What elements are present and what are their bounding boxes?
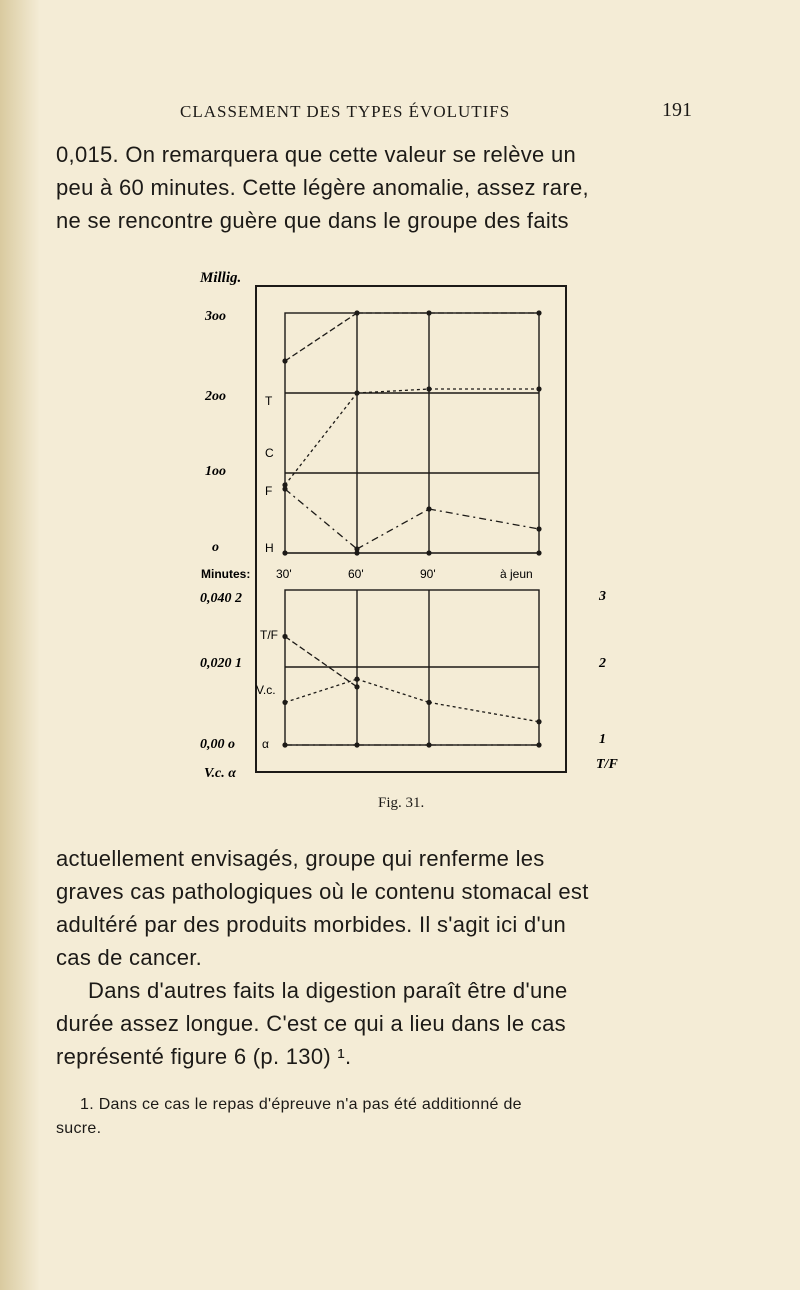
data-point xyxy=(426,506,431,511)
row-label-tf: T/F xyxy=(260,628,278,642)
series-segment-t xyxy=(285,313,357,361)
data-point xyxy=(426,386,431,391)
data-point xyxy=(282,700,287,705)
series-segment-vc xyxy=(429,702,539,721)
data-point xyxy=(536,386,541,391)
time-tick-ajeun: à jeun xyxy=(500,567,533,581)
data-point xyxy=(536,742,541,747)
text-line: 0,015. On remarquera que cette valeur se relève un xyxy=(56,142,577,167)
text-line: représenté figure 6 (p. 130) ¹. xyxy=(56,1044,352,1069)
series-segment-vc xyxy=(285,679,357,702)
row-label-h: H xyxy=(265,541,274,555)
data-point xyxy=(354,310,359,315)
data-point xyxy=(536,719,541,724)
page-number: 191 xyxy=(662,99,692,121)
data-point xyxy=(354,390,359,395)
data-point xyxy=(354,550,359,555)
right-scale-tf: T/F xyxy=(596,757,618,772)
data-point xyxy=(354,677,359,682)
running-head: CLASSEMENT DES TYPES ÉVOLUTIFS xyxy=(180,102,511,121)
row-label-c: C xyxy=(265,446,274,460)
data-point xyxy=(282,742,287,747)
time-tick-90: 90' xyxy=(420,567,436,581)
footnote xyxy=(56,1093,716,1141)
series-segment-tf xyxy=(285,637,357,687)
row-label-vc: V.c. xyxy=(256,683,276,697)
data-point xyxy=(282,634,287,639)
series-segment-f xyxy=(357,509,429,549)
scale-label-0: o xyxy=(212,540,219,555)
data-point xyxy=(426,310,431,315)
row-label-alpha: α xyxy=(262,737,269,751)
upper-series xyxy=(282,310,541,555)
row-label-f: F xyxy=(265,484,273,498)
data-point xyxy=(426,700,431,705)
scale-label-100: 1oo xyxy=(205,464,226,479)
time-tick-30: 30' xyxy=(276,567,292,581)
paragraph-bottom xyxy=(56,842,716,1073)
text-line: durée assez longue. C'est ce qui a lieu dans le cas xyxy=(56,1011,566,1036)
data-point xyxy=(426,742,431,747)
figure-caption: Fig. 31. xyxy=(378,795,425,811)
footnote-line: sucre. xyxy=(56,1120,102,1137)
text-line: Dans d'autres faits la digestion paraît être d'une xyxy=(88,978,568,1003)
figure-frame xyxy=(256,286,566,772)
time-tick-60: 60' xyxy=(348,567,364,581)
text-line: graves cas pathologiques où le contenu stomacal est xyxy=(56,879,589,904)
data-point xyxy=(282,358,287,363)
scale-label-300: 3oo xyxy=(205,309,226,324)
series-segment-f xyxy=(429,509,539,529)
footnote-line: 1. Dans ce cas le repas d'épreuve n'a pas été additionné de xyxy=(80,1096,522,1113)
scale-label-0020: 0,020 1 xyxy=(200,656,242,671)
text-line: peu à 60 minutes. Cette légère anomalie, assez rare, xyxy=(56,175,589,200)
right-scale-1: 1 xyxy=(599,732,606,747)
data-point xyxy=(536,310,541,315)
text-line: actuellement envisagés, groupe qui renferme les xyxy=(56,846,545,871)
minutes-label: Minutes: xyxy=(201,567,251,581)
text-line: cas de cancer. xyxy=(56,945,203,970)
text-line: adultéré par des produits morbides. Il s'agit ici d'un xyxy=(56,912,567,937)
scale-label-200: 2oo xyxy=(205,389,226,404)
lower-grid xyxy=(285,590,539,745)
series-segment-c xyxy=(285,393,357,485)
series-segment-vc xyxy=(357,679,429,702)
data-point xyxy=(426,550,431,555)
data-point xyxy=(282,486,287,491)
data-point xyxy=(536,526,541,531)
scale-label-000: 0,00 o xyxy=(200,737,235,752)
text-line: ne se rencontre guère que dans le groupe des faits xyxy=(56,208,569,233)
lower-series xyxy=(282,634,541,748)
scale-label-vc: V.c. α xyxy=(204,766,236,781)
right-scale-3: 3 xyxy=(599,589,606,604)
upper-grid xyxy=(285,313,539,553)
right-scale-2: 2 xyxy=(599,656,606,671)
data-point xyxy=(536,550,541,555)
scale-label-0040: 0,040 2 xyxy=(200,591,242,606)
row-label-t: T xyxy=(265,394,273,408)
unit-label: Millig. xyxy=(200,270,242,286)
data-point xyxy=(354,684,359,689)
data-point xyxy=(354,742,359,747)
series-segment-f xyxy=(285,489,357,549)
data-point xyxy=(282,550,287,555)
